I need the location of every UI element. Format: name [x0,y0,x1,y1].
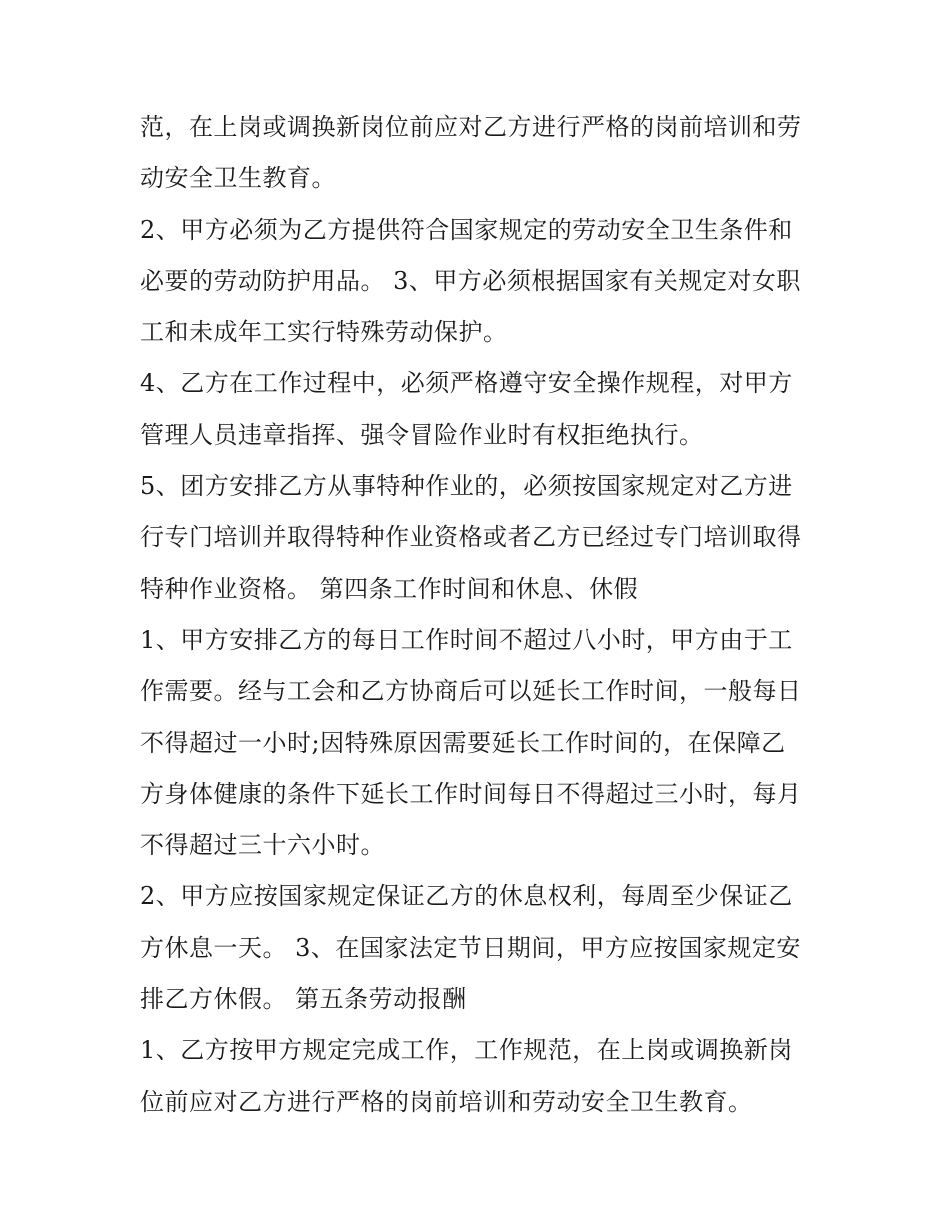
text-line: 不得超过三十六小时。 [140,831,385,860]
text-line: 1、甲方安排乙方的每日工作时间不超过八小时，甲方由于工 [140,625,793,654]
text-line: 2、甲方应按国家规定保证乙方的休息权利，每周至少保证乙 [140,882,793,911]
document-body [140,102,820,1128]
text-line: 工和未成年工实行特殊劳动保护。 [140,318,508,347]
text-line: 5、团方安排乙方从事特种作业的，必须按国家规定对乙方进 [140,472,793,501]
text-line: 位前应对乙方进行严格的岗前培训和劳动安全卫生教育。 [140,1087,753,1116]
text-line: 范，在上岗或调换新岗位前应对乙方进行严格的岗前培训和劳 [140,113,802,141]
text-line: 方身体健康的条件下延长工作时间每日不得超过三小时，每月 [140,779,802,808]
text-line: 4、乙方在工作过程中，必须严格遵守安全操作规程，对甲方 [140,369,793,398]
text-line: 作需要。经与工会和乙方协商后可以延长工作时间，一般每日 [140,677,802,706]
text-line: 排乙方休假。 第五条劳动报酬 [140,985,467,1014]
text-line: 1、乙方按甲方规定完成工作，工作规范，在上岗或调换新岗 [140,1036,793,1065]
text-line: 行专门培训并取得特种作业资格或者乙方已经过专门培训取得 [140,523,802,552]
text-line: 方休息一天。 3、在国家法定节日期间，甲方应按国家规定安 [140,933,801,962]
text-line: 2、甲方必须为乙方提供符合国家规定的劳动安全卫生条件和 [140,215,793,244]
text-line: 特种作业资格。 第四条工作时间和休息、休假 [140,574,639,603]
text-line: 必要的劳动防护用品。 3、甲方必须根据国家有关规定对女职 [140,266,801,295]
text-line: 不得超过一小时;因特殊原因需要延长工作时间的，在保障乙 [140,728,786,757]
text-line: 动安全卫生教育。 [140,164,336,193]
text-line: 管理人员违章指挥、强令冒险作业时有权拒绝执行。 [140,420,704,449]
